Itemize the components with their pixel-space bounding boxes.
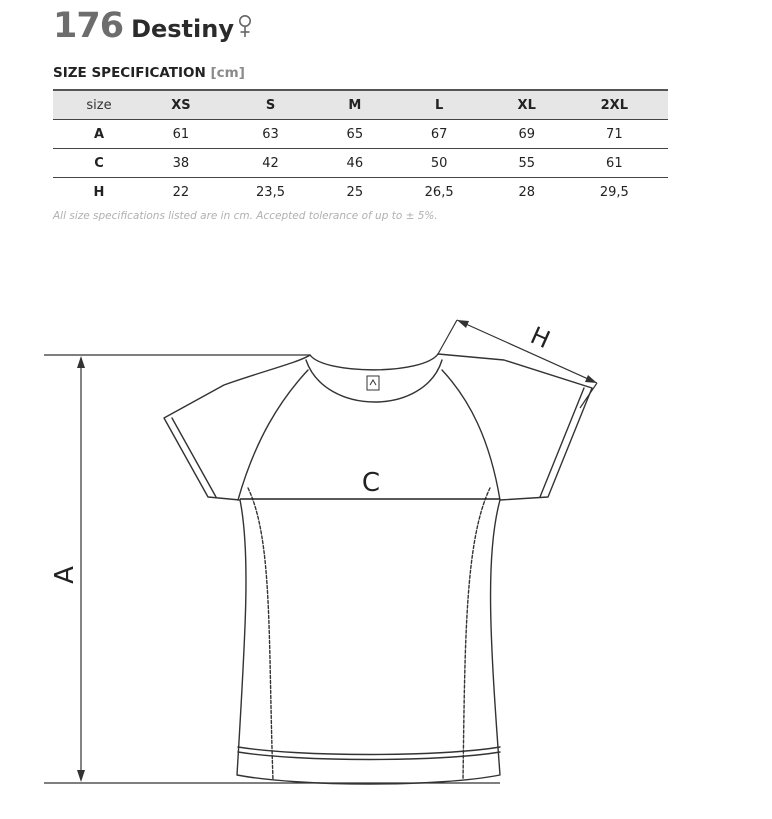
product-number: 176 [53,6,124,46]
row-label: H [93,184,105,200]
size-header-cell: 2XL [600,97,628,113]
table-cell: 55 [518,155,535,171]
table-cell: 61 [606,155,623,171]
label-c: C [361,468,381,498]
size-header-cell: S [265,97,276,113]
label-a: A [50,566,80,584]
table-cell: 29,5 [599,184,629,200]
table-cell: 46 [346,155,364,171]
table-cell: 25 [346,184,364,200]
sleeve-hem-left [172,418,216,497]
sleeve-hem-right [540,388,584,497]
label-h: H [526,321,555,355]
table-cell: 23,5 [256,184,285,200]
spec-title-text: SIZE SPECIFICATION [53,65,206,81]
size-header-cell: XS [171,97,191,113]
table-cell: 22 [172,184,190,200]
size-header-cell: M [348,97,362,113]
row-label: C [94,155,104,171]
size-header-cell: L [434,97,444,113]
table-cell: 42 [262,155,279,171]
bottom-hem [238,747,500,755]
table-cell: 71 [606,126,623,142]
table-cell: 38 [172,155,190,171]
table-cell: 26,5 [424,184,454,200]
table-cell: 50 [430,155,448,171]
table-cell: 28 [518,184,535,200]
table-cell: 67 [430,126,448,142]
row-label: A [93,126,105,142]
product-name: Destiny [131,15,234,43]
spec-title-unit: [cm] [210,65,245,81]
table-cell: 61 [172,126,190,142]
panel-seam-left [248,488,273,780]
brand-label-icon [367,376,379,390]
raglan-seam-right [442,370,500,500]
bottom-hem-2 [238,752,500,760]
tolerance-note: All size specifications listed are in cm. Accepted tolerance of up to ± 5%. [53,210,438,222]
table-cell: 69 [518,126,535,142]
table-cell: 63 [262,126,279,142]
panel-seam-right [463,488,490,780]
tshirt-outline [164,354,592,784]
raglan-seam-left [238,370,308,500]
size-header-label: size [86,97,112,113]
table-cell: 65 [346,126,364,142]
size-header-cell: XL [517,97,536,113]
neckline [310,354,438,370]
